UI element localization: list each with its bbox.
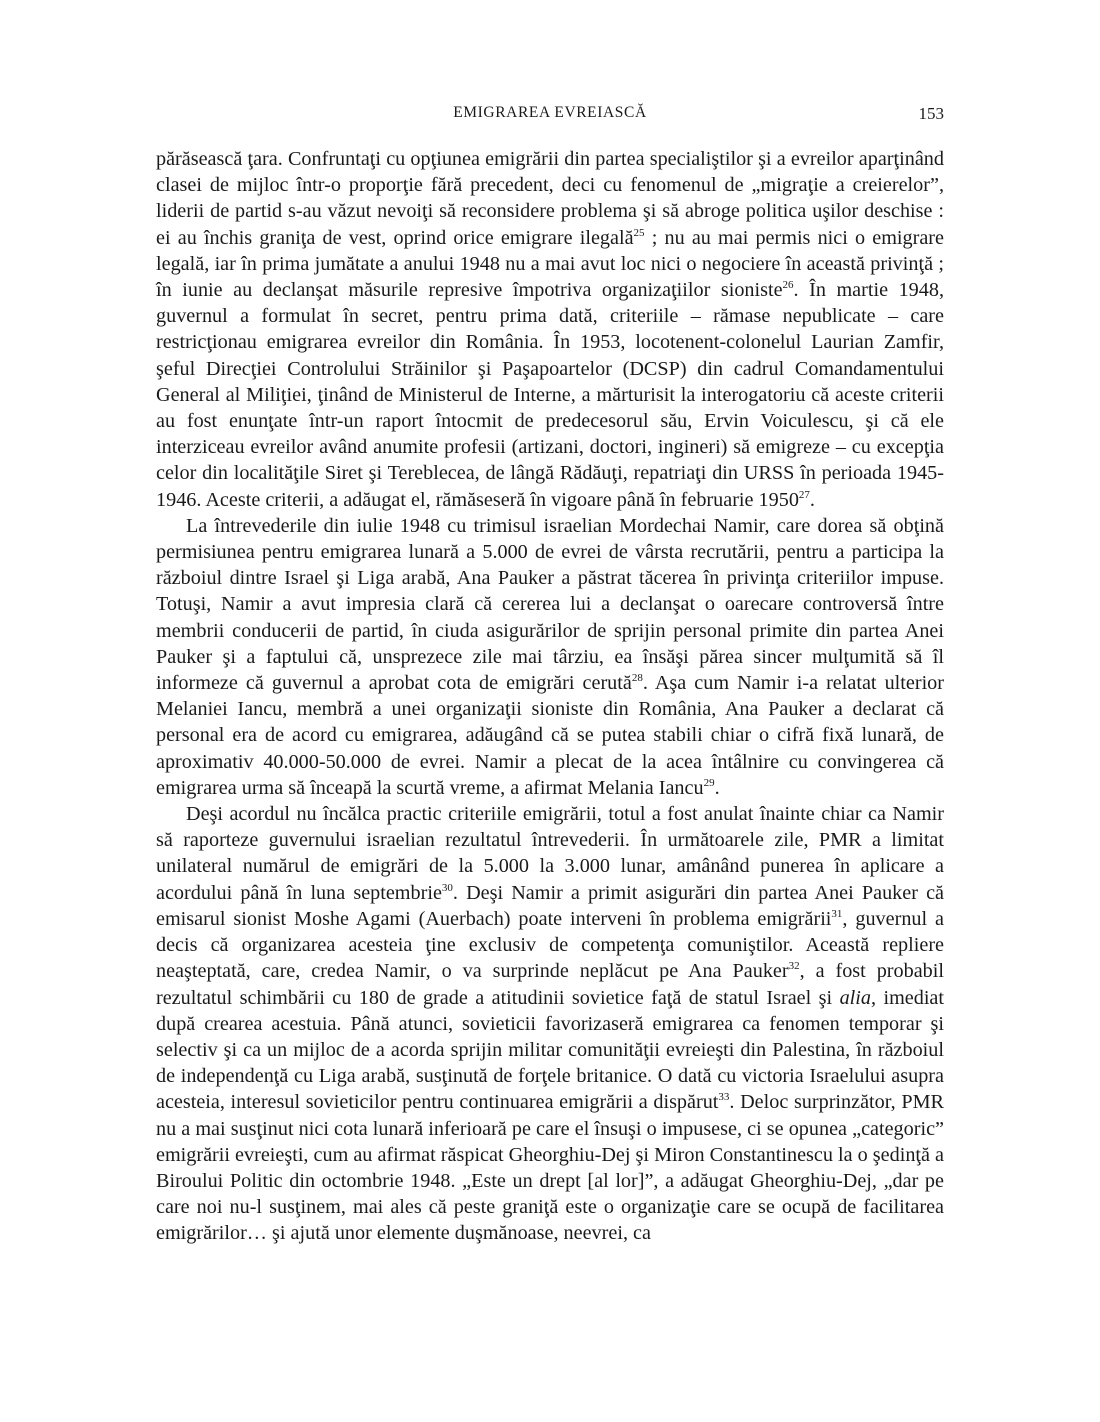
text-run: Deşi acordul nu încălca practic criteriile emigrării, totul a fost anulat înainte chiar ca Namir să raporteze guvernului israelian rezultatul întrevederii. În următoarele zile, PMR a limitat unilateral numărul de emigrări de la 5.000 la 3.000 lunar, amânând punerea în aplicare a acordului până în luna septembrie	[156, 803, 944, 904]
paragraph	[156, 513, 944, 801]
footnote-ref: 25	[633, 226, 645, 239]
footnote-ref: 29	[703, 776, 715, 789]
text-run: , a fost probabil rezultatul schimbării cu 180 de grade a atitudinii sovietice faţă de statul Israel şi	[156, 960, 944, 1009]
italic-term: alia	[839, 986, 871, 1009]
text-run: , imediat după crearea acestuia. Până atunci, sovieticii favorizaseră emigrarea ca fenomen temporar şi selectiv şi ca un mijloc de a acorda sprijin militar comunităţii evreieşti din Palestina, în războiul de independenţă cu Liga arabă, susţinută de forţele britanice. O dată cu victoria Israelului asupra acesteia, interesul sovieticilor pentru continuarea emigrării a dispărut	[156, 986, 945, 1114]
footnote-ref: 28	[631, 672, 643, 685]
page-number: 153	[918, 104, 944, 123]
running-title: EMIGRAREA EVREIASCĂ	[453, 104, 647, 121]
paragraph	[156, 801, 944, 1246]
body-text	[156, 146, 944, 1247]
text-run: .	[809, 488, 815, 511]
running-header	[156, 104, 944, 128]
text-run: , guvernul a decis că organizarea acesteia ţine exclusiv de competenţa comuniştilor. Această repliere neaşteptată, care, credea Namir, o va surprinde neplăcut pe Ana Pauker	[156, 907, 944, 983]
text-run: La întrevederile din iulie 1948 cu trimisul israelian Mordechai Namir, care dorea să obţină permisiunea pentru emigrarea lunară a 5.000 de evrei de vârsta recrutării, pentru a participa la războiul dintre Israel şi Liga arabă, Ana Pauker a păstrat tăcerea în privinţa criteriilor impuse. Totuşi, Namir a avut impresia clară că cererea lui a declanşat o oarecare controversă între membrii conducerii de partid, în ciuda asigurărilor de sprijin personal primite din partea Anei Pauker şi a faptului că, unsprezece zile mai târziu, ea însăşi părea sincer mulţumită să îl informeze că guvernul a aprobat cota de emigrări cerută	[156, 514, 944, 695]
footnote-ref: 30	[441, 881, 453, 894]
text-run: .	[714, 776, 720, 799]
text-run: . Deşi Namir a primit asigurări din partea Anei Pauker că emisarul sionist Moshe Agami (Auerbach) poate interveni în problema emigrării	[156, 881, 944, 930]
text-run: părăsească ţara. Confruntaţi cu opţiunea emigrării din partea specialiştilor şi a evreilor aparţinând clasei de mijloc într-o proporţie fără precedent, deci cu fenomenul de „migraţie a creierelor”, liderii de partid s-au văzut nevoiţi să reconsidere problema şi să abroge politica uşilor deschise : ei au închis graniţa de vest, oprind orice emigrare ilegală	[156, 148, 944, 249]
paragraph	[156, 146, 944, 513]
text-run: . Deloc surprinzător, PMR nu a mai susţinut nici cota lunară inferioară pe care el însuşi o impusese, ci se opunea „categoric” emigrării evreieşti, cum au afirmat răspicat Gheorghiu-Dej şi Miron Constantinescu la o şedinţă a Biroului Politic din octombrie 1948. „Este un drept [al lor]”, a adăugat Gheorghiu-Dej, „dar pe care noi nu-l susţinem, mai ales că peste graniţă este o organizaţie care se ocupă de facilitarea emigrărilor… şi ajută unor elemente duşmănoase, neevrei, ca	[156, 1091, 944, 1245]
text-run: . Aşa cum Namir i-a relatat ulterior Melaniei Iancu, membră a unei organizaţii sioniste din România, Ana Pauker a declarat că personal era de acord cu emigrarea, adăugând că se putea stabili chiar o cifră fixă lunară, de aproximativ 40.000-50.000 de evrei. Namir a plecat de la acea întâlnire cu convingerea că emigrarea urma să înceapă la scurtă vreme, a afirmat Melania Iancu	[156, 672, 944, 799]
text-run: . În martie 1948, guvernul a formulat în secret, pentru prima dată, criteriile – rămase nepublicate – care restricţionau emigrarea evreilor din România. În 1953, locotenent-colonelul Laurian Zamfir, şeful Direcţiei Controlului Străinilor şi Paşapoartelor (DCSP) din cadrul Comandamentului General al Miliţiei, ţinând de Ministerul de Interne, a mărturisit la interogatoriu că aceste criterii au fost enunţate într-un raport întocmit de predecesorul său, Ervin Voiculescu, şi că ele interziceau evreilor având anumite profesii (artizani, doctori, ingineri) să emigreze – cu excepţia celor din localităţile Siret şi Tereblecea, de lângă Rădăuţi, repatriaţi din URSS în perioada 1945-1946. Aceste criterii, a adăugat el, rămăseseră în vigoare până în februarie 1950	[156, 279, 944, 511]
footnote-ref: 32	[788, 960, 800, 973]
footnote-ref: 26	[782, 279, 794, 292]
footnote-ref: 33	[718, 1091, 730, 1104]
footnote-ref: 27	[798, 488, 810, 501]
footnote-ref: 31	[831, 907, 843, 920]
text-run: ; nu au mai permis nici o emigrare legală, iar în prima jumătate a anului 1948 nu a mai avut loc nici o negociere în această privinţă ; în iunie au declanşat măsurile represive împotriva organizaţiilor sioniste	[156, 226, 944, 302]
